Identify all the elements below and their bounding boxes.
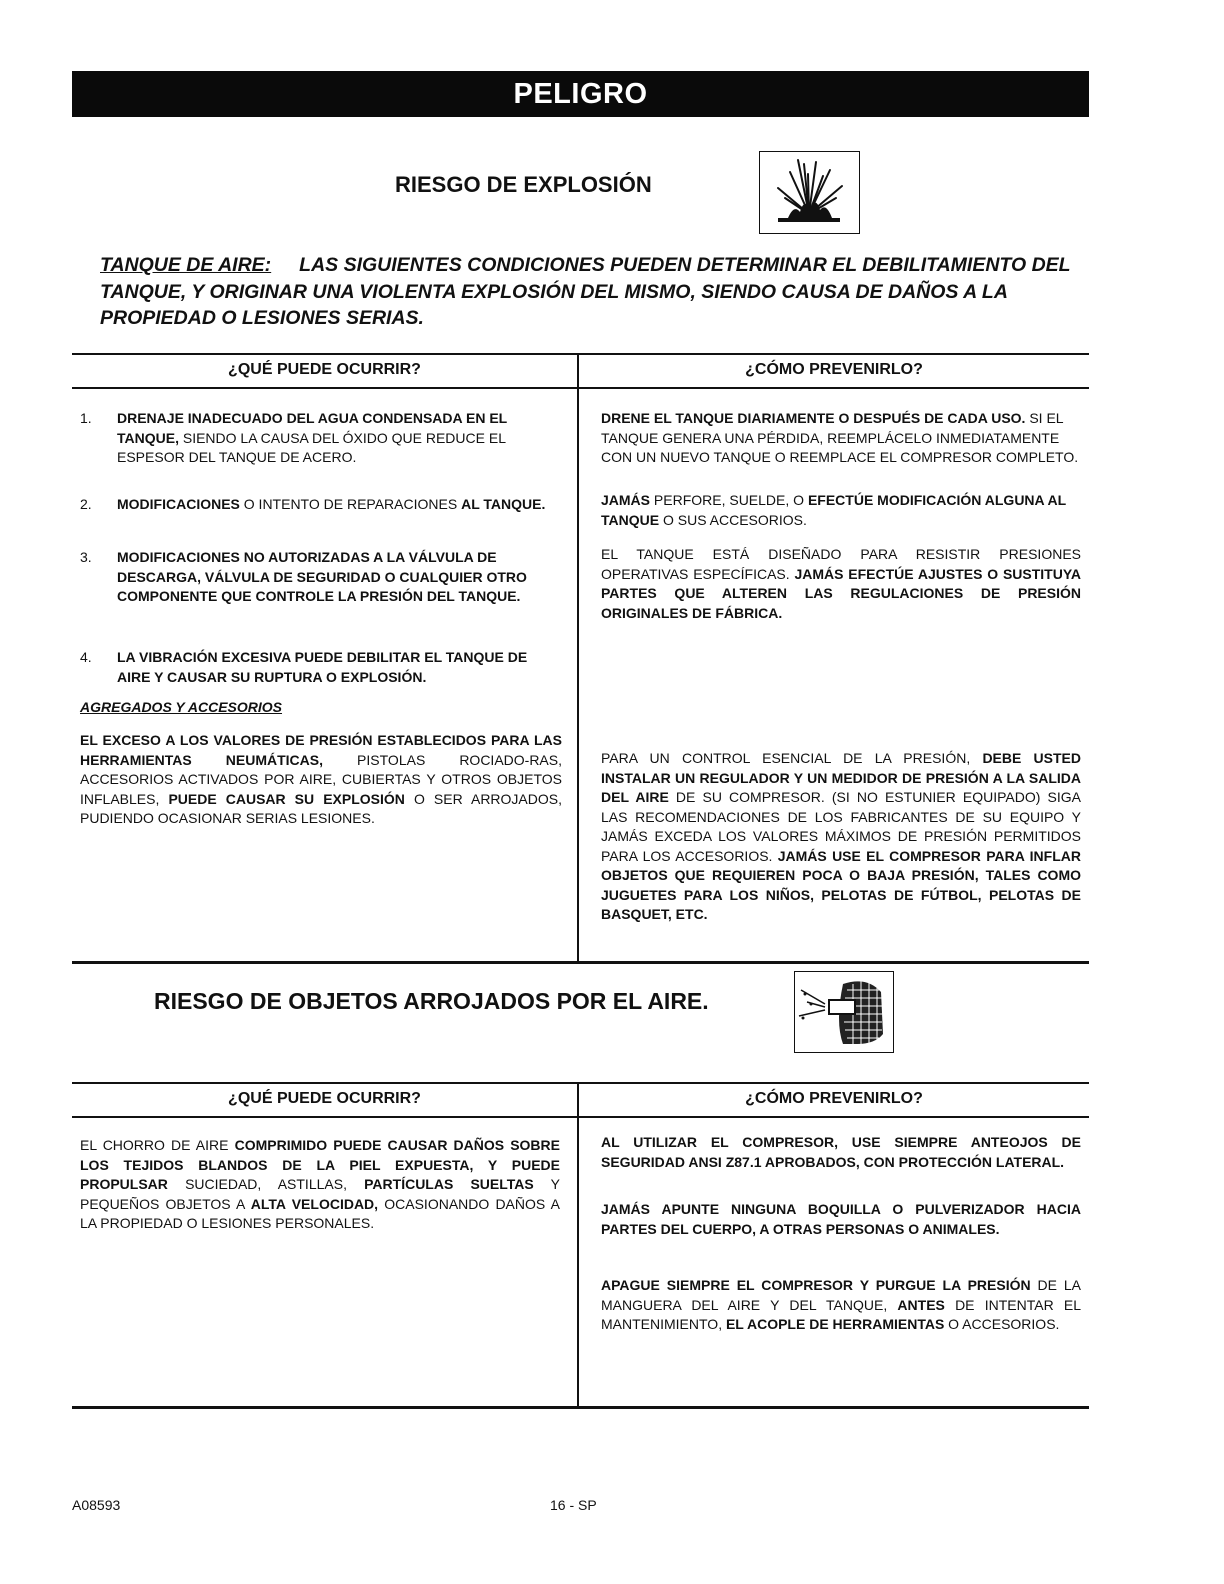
explosion-icon [759,151,860,234]
acc-text-1: PISTOLAS ROCIADO-RAS, ACCESORIOS ACTIVADOS POR AIRE, CUBIERTAS Y OTROS OBJETOS INFLABLES, [80,751,562,807]
airborne-prevent-2 [601,1200,1081,1239]
prevent-bold: DEBE USTED INSTALAR UN REGULADOR Y UN MEDIDOR DE PRESIÓN A LA SALIDA DEL AIRE [601,750,1082,805]
prevent-bold: APAGUE SIEMPRE EL COMPRESOR Y PURGUE LA PRESIÓN [601,1277,1031,1293]
item-text: O INTENTO DE REPARACIONES [239,496,462,512]
prevent-bold-3: EL ACOPLE DE HERRAMIENTAS [725,1316,945,1332]
acc-bold-1: EL EXCESO A LOS VALORES DE PRESIÓN ESTABLECIDOS PARA LAS HERRAMIENTAS NEUMÁTICAS, [80,732,562,768]
prevent-bold: AL UTILIZAR EL COMPRESOR, USE SIEMPRE ANTEOJOS DE SEGURIDAD ANSI Z87.1 APROBADOS, CON PROTECCIÓN LATERAL. [601,1134,1081,1170]
airborne-prevent-3 [601,1276,1081,1335]
page-number: 16 - SP [550,1497,597,1513]
prevent-text: PERFORE, SUELDE, O [650,492,808,508]
prevent-item-1 [601,409,1081,468]
hazard-item-2 [80,495,562,515]
table2-bottom-rule [72,1406,1089,1409]
hazard-text-2: SUCIEDAD, ASTILLAS, [167,1176,365,1192]
item-bold: DRENAJE INADECUADO DEL AGUA CONDENSADA EN EL TANQUE, [117,410,507,446]
how-to-prevent-header: ¿CÓMO PREVENIRLO? [745,361,923,378]
prevent-item-2 [601,491,1081,530]
prevent-bold: DRENE EL TANQUE DIARIAMENTE O DESPUÉS DE CADA USO. [601,410,1026,426]
tank-warning-intro [100,252,1075,332]
hazard-text: EL CHORRO DE AIRE [80,1137,235,1153]
danger-banner: PELIGRO [72,71,1089,117]
prevent-item-3 [601,545,1081,623]
prevent-text-2: DE SU COMPRESOR. (SI NO ESTUNIER EQUIPADO) SIGA LAS RECOMENDACIONES DE LOS FABRICANTES DE SU EQUIPO Y JAMÁS EXCEDA LOS VALORES MÁXIMOS DE PRESIÓN PERMITIDOS PARA LOS ACCESORIOS. [601,789,1081,864]
prevent-text-3: O ACCESORIOS. [944,1316,1060,1332]
prevent-text-2: O SUS ACCESORIOS. [659,511,807,528]
hazard-item-1 [80,409,562,468]
prevent-text: EL TANQUE ESTÁ DISEÑADO PARA RESISTIR PRESIONES OPERATIVAS ESPECÍFICAS. [601,546,1081,582]
prevent-text: SI EL TANQUE GENERA UNA PÉRDIDA, REEMPLÁCELO INMEDIATAMENTE CON UN NUEVO TANQUE O REEMPLACE EL COMPRESOR COMPLETO. [601,410,1079,465]
document-id: A08593 [72,1497,121,1513]
hazard-item-3 [80,548,562,607]
hazard-bold-2: PARTÍCULAS SUELTAS [364,1176,534,1192]
prevent-item-4 [601,749,1081,925]
intro-label: TANQUE DE AIRE: [100,254,272,276]
table1-top-rule [72,353,1089,355]
prevent-text: PARA UN CONTROL ESENCIAL DE LA PRESIÓN, [601,750,983,766]
accessories-heading: AGREGADOS Y ACCESORIOS [80,699,283,715]
accessories-text [80,731,562,829]
table1-divider [577,353,579,963]
item-bold: LA VIBRACIÓN EXCESIVA PUEDE DEBILITAR EL TANQUE DE AIRE Y CAUSAR SU RUPTURA O EXPLOSIÓN. [117,649,528,685]
item-bold-2: AL TANQUE. [461,496,546,512]
prevent-text: DE LA MANGUERA DEL AIRE Y DEL TANQUE, [601,1277,1081,1313]
hazard-bold: COMPRIMIDO PUEDE CAUSAR DAÑOS SOBRE LOS TEJIDOS BLANDOS DE LA PIEL EXPUESTA, Y PUEDE PROPULSAR [80,1137,560,1192]
item-text: SIENDO LA CAUSA DEL ÓXIDO QUE REDUCE EL ESPESOR DEL TANQUE DE ACERO. [117,429,506,465]
acc-text-2: O SER ARROJADOS, PUDIENDO OCASIONAR SERIAS LESIONES. [80,790,562,826]
what-can-happen-header: ¿QUÉ PUEDE OCURRIR? [228,361,421,378]
item-number: 1. [80,410,92,426]
what-can-happen-header: ¿QUÉ PUEDE OCURRIR? [228,1090,421,1107]
item-number: 3. [80,549,92,565]
table2-divider [577,1082,579,1407]
table1-bottom-rule [72,961,1089,964]
airborne-prevent-1 [601,1133,1081,1172]
hazard-text-4: OCASIONANDO DAÑOS A LA PROPIEDAD O LESIONES PERSONALES. [80,1195,560,1231]
hazard-bold-3: ALTA VELOCIDAD, [250,1195,379,1212]
item-number: 4. [80,649,92,665]
table2-header-rule [72,1116,1089,1118]
explosion-title: RIESGO DE EXPLOSIÓN [395,172,652,197]
prevent-bold-2: EFECTÚE MODIFICACIÓN ALGUNA AL TANQUE [601,492,1066,528]
item-number: 2. [80,496,92,512]
table2-top-rule [72,1082,1089,1084]
table1-header-rule [72,387,1089,389]
airborne-title: RIESGO DE OBJETOS ARROJADOS POR EL AIRE. [154,988,709,1014]
face-shield-icon [794,971,894,1053]
prevent-bold-2: ANTES [897,1296,945,1313]
prevent-text-2: DE INTENTAR EL MANTENIMIENTO, [601,1296,1082,1332]
item-bold: MODIFICACIONES [117,496,240,512]
hazard-item-4 [80,648,562,687]
airborne-hazard-text [80,1136,560,1234]
how-to-prevent-header: ¿CÓMO PREVENIRLO? [745,1090,923,1107]
hazard-text-3: Y PEQUEÑOS OBJETOS A [80,1176,560,1212]
prevent-bold: JAMÁS APUNTE NINGUNA BOQUILLA O PULVERIZADOR HACIA PARTES DEL CUERPO, A OTRAS PERSONAS O ANIMALES. [601,1201,1081,1237]
prevent-bold: JAMÁS [601,492,651,508]
item-bold: MODIFICACIONES NO AUTORIZADAS A LA VÁLVULA DE DESCARGA, VÁLVULA DE SEGURIDAD O CUALQUIER OTRO COMPONENTE QUE CONTROLE LA PRESIÓN DEL TANQUE. [117,549,527,604]
intro-text: LAS SIGUIENTES CONDICIONES PUEDEN DETERMINAR EL DEBILITAMIENTO DEL TANQUE, Y ORIGINAR UNA VIOLENTA EXPLOSIÓN DEL MISMO, SIENDO CAUSA DE DAÑOS A LA PROPIEDAD O LESIONES SERIAS. [100,254,1071,329]
prevent-bold-2: JAMÁS USE EL COMPRESOR PARA INFLAR OBJETOS QUE REQUIEREN POCA O BAJA PRESIÓN, TALES COMO JUGUETES PARA LOS NIÑOS, PELOTAS DE FÚTBOL, PELOTAS DE BASQUET, ETC. [601,847,1081,922]
prevent-bold: JAMÁS EFECTÚE AJUSTES O SUSTITUYA PARTES QUE ALTEREN LAS REGULACIONES DE PRESIÓN ORIGINALES DE FÁBRICA. [601,565,1082,621]
acc-bold-2: PUEDE CAUSAR SU EXPLOSIÓN [168,790,405,807]
